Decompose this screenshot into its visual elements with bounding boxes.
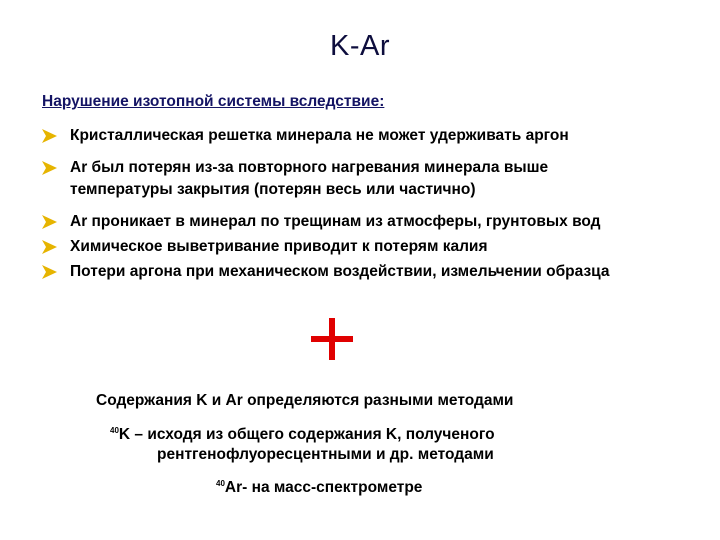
arrow-bullet-icon xyxy=(42,129,57,143)
bullet-list xyxy=(42,125,712,283)
methods-heading: Содержания K и Ar определяются разными методами xyxy=(96,392,514,409)
arrow-bullet-icon xyxy=(42,265,57,279)
bullet-text: температуры закрытия (потерян весь или частично) xyxy=(70,181,476,198)
arrow-bullet-icon xyxy=(42,215,57,229)
bullet-item xyxy=(42,157,712,201)
bullet-item xyxy=(42,236,712,258)
method-k-line1: K – исходя из общего содержания K, полученого xyxy=(118,426,495,443)
bullet-text: Потери аргона при механическом воздействии, измельчении образца xyxy=(70,263,610,280)
slide-title: K-Ar xyxy=(330,30,390,62)
method-ar-line: Ar- на масс-спектрометре xyxy=(224,479,423,496)
arrow-bullet-icon xyxy=(42,161,57,175)
bullet-text: Кристаллическая решетка минерала не может удерживать аргон xyxy=(70,127,569,144)
arrow-bullet-icon xyxy=(42,240,57,254)
bullet-text: Ar проникает в минерал по трещинам из атмосферы, грунтовых вод xyxy=(70,213,601,230)
bullet-item xyxy=(42,211,712,233)
method-k-line2: рентгенофлуоресцентными и др. методами xyxy=(157,446,494,463)
bullet-text: Химическое выветривание приводит к потерям калия xyxy=(70,238,488,255)
k-isotope-sup: 40 xyxy=(110,426,119,435)
method-k xyxy=(110,425,495,465)
section-heading: Нарушение изотопной системы вследствие: xyxy=(42,93,385,110)
ar-isotope-sup: 40 xyxy=(216,479,225,488)
plus-icon xyxy=(311,318,353,360)
bullet-text: Ar был потерян из-за повторного нагревания минерала выше xyxy=(70,159,549,176)
bullet-item xyxy=(42,125,712,147)
bullet-item xyxy=(42,261,712,283)
method-ar xyxy=(216,479,422,497)
